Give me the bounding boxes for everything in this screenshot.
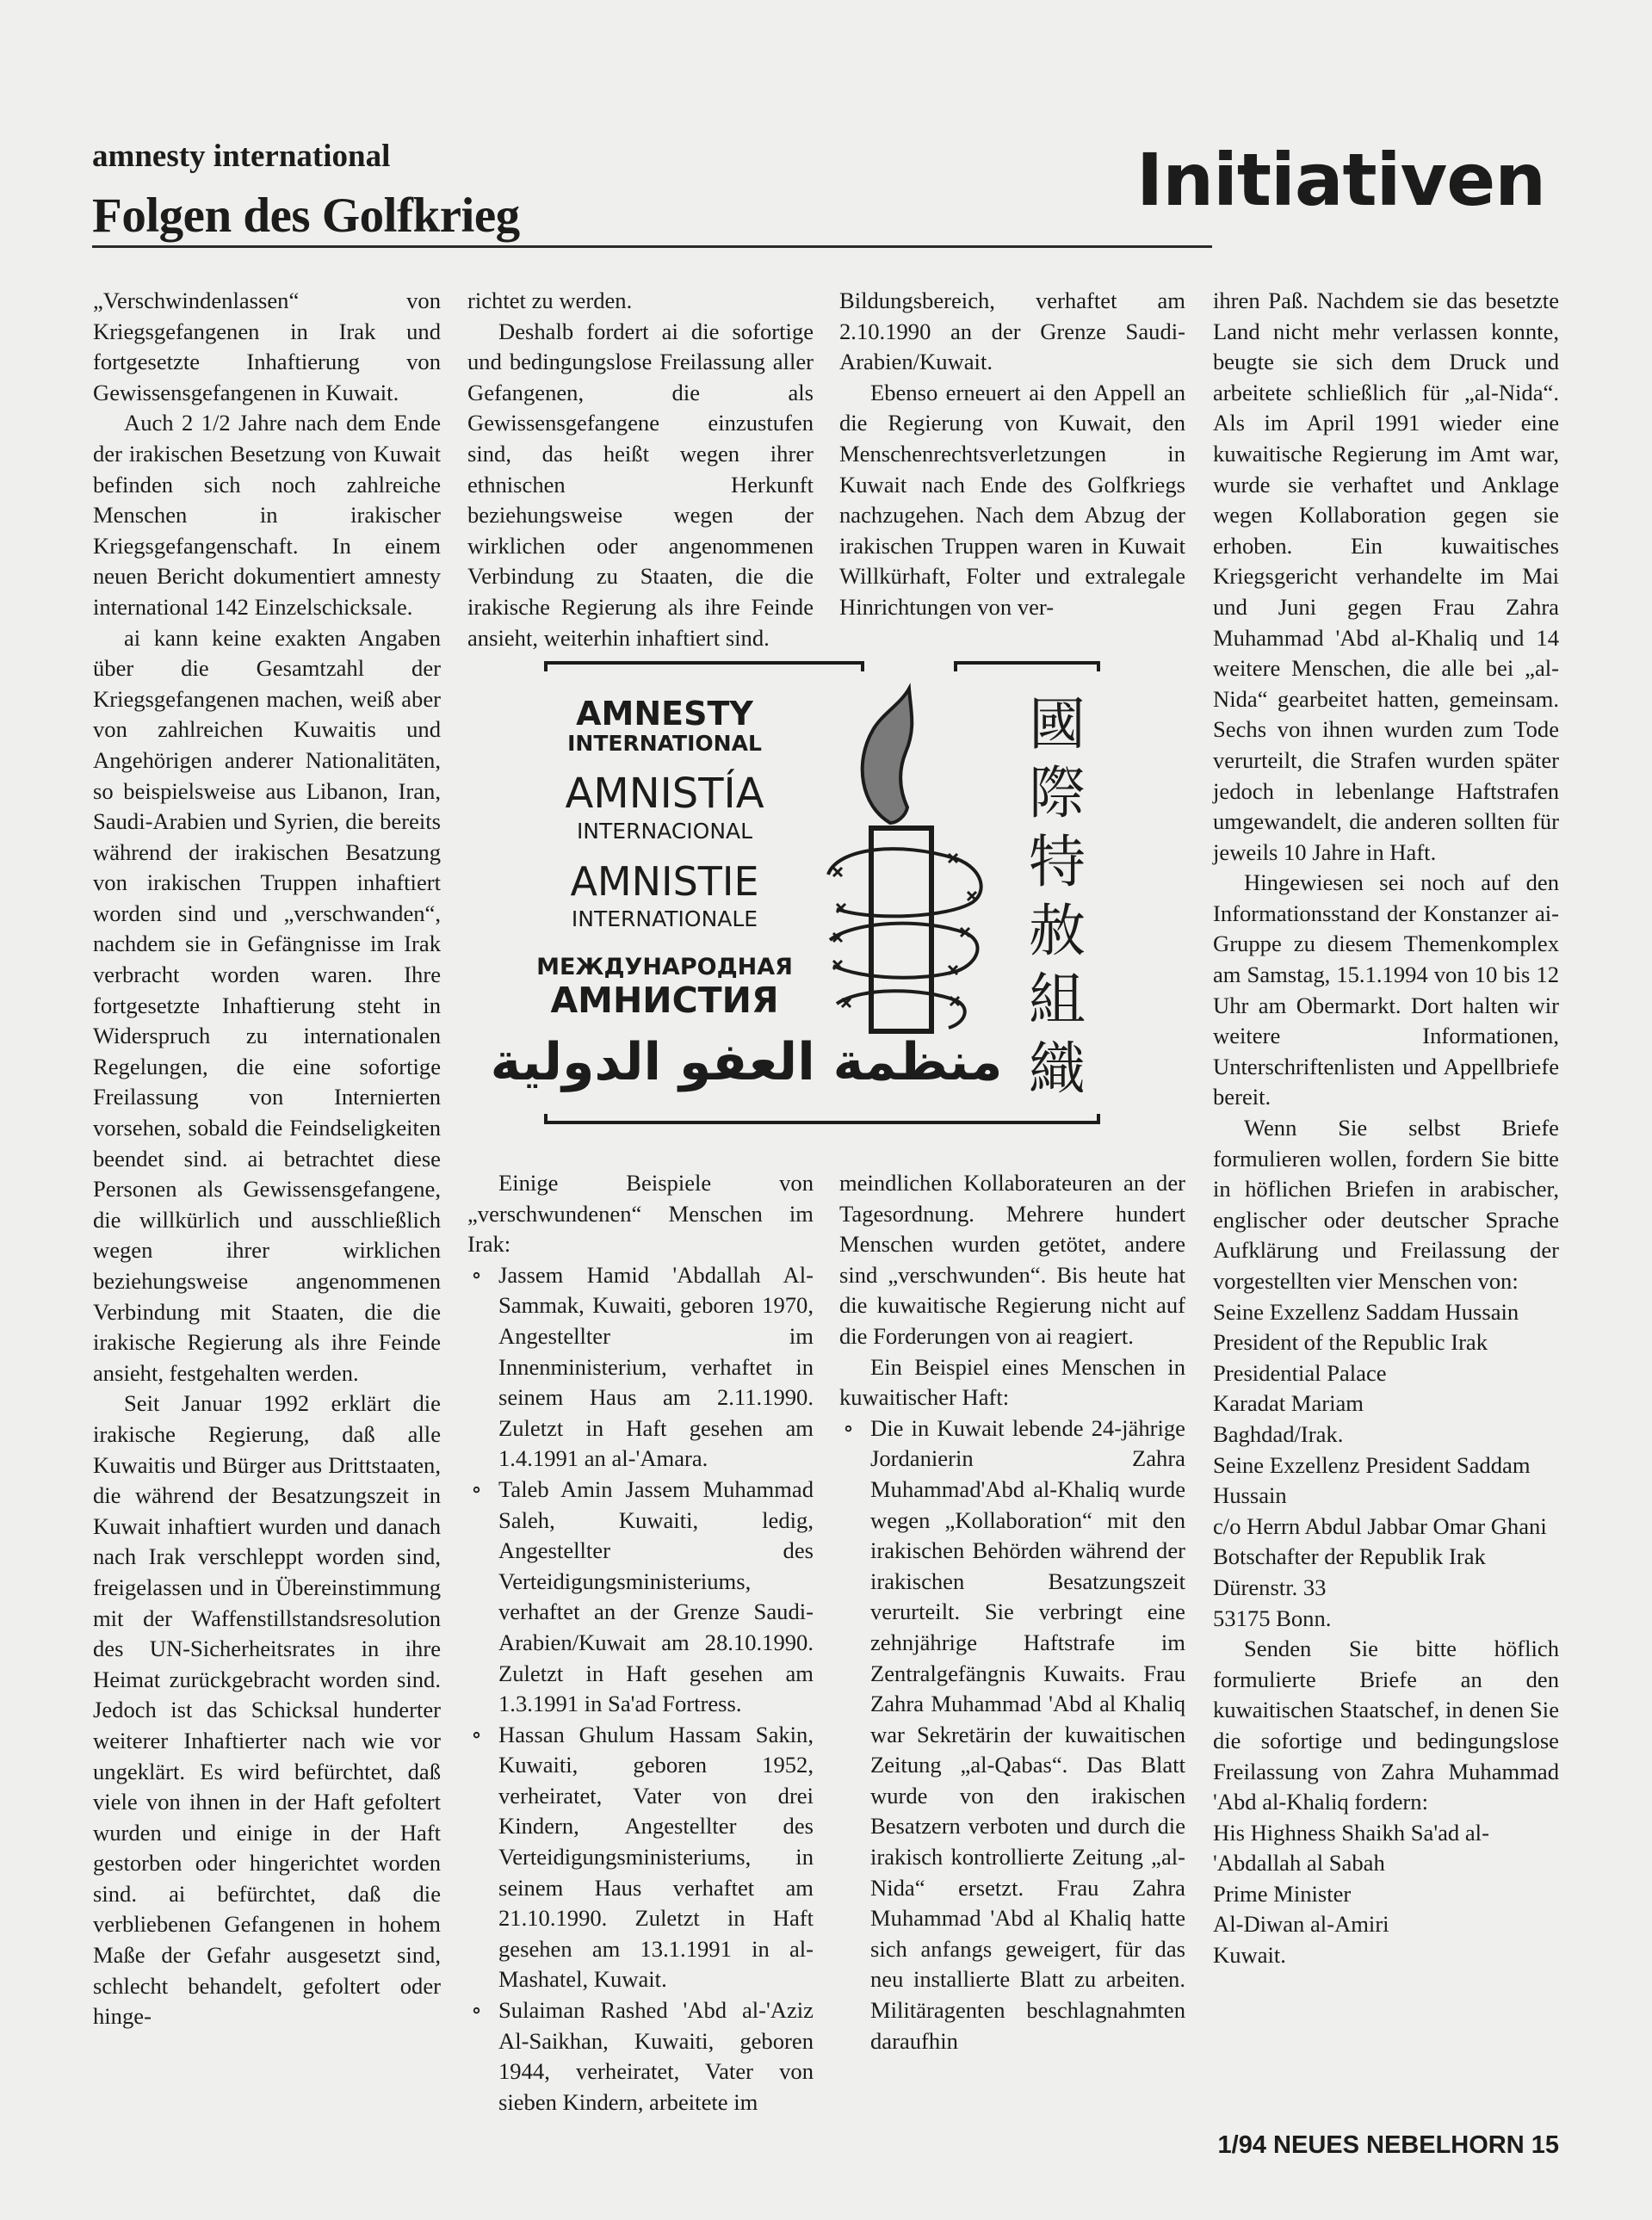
page-title: Folgen des Golfkrieg bbox=[92, 189, 520, 243]
list-item-text: Die in Kuwait lebende 24-jährige Jordanierin Zahra Muhammad'Abd al-Khaliq wurde wegen „Kollaboration“ mit den irakischen Behörden während der irakischen Besatzungszeit verurteilt. Sie verbringt eine zehnjährige Haftstrafe im Zentralgefängnis Kuwaits. Frau Zahra Muhammad 'Abd al Khaliq war Sekretärin der kuwaitischen Zeitung „al-Qabas“. Das Blatt wurde von den irakischen Besatzern verboten und durch die irakisch kontrollierte Zeitung „al-Nida“ ersetzt. Frau Zahra Muhammad 'Abd al Khaliq hatte sich anfangs geweigert, für das neu installierte Blatt zu arbeiten. Militäragenten beschlagnahmten daraufhin bbox=[870, 1414, 1185, 2054]
logo-line-amnistie: AMNISTIE bbox=[570, 858, 759, 905]
address-line: Prime Minister bbox=[1213, 1880, 1352, 1907]
address-line: Seine Exzellenz Saddam Hussain bbox=[1213, 1298, 1519, 1325]
paragraph: ai kann keine exakten Angaben über die Gesamtzahl der Kriegsgefangenen machen, weiß aber von zahlreichen Kuwaitis und Angehörigen anderer Nationalitäten, so beispielsweise aus Libanon, Iran, Saudi-Arabien und Syrien, die bereits während der irakischen Besatzung von irakischen Truppen inhaftiert worden sind und „verschwanden“, nachdem sie in Gefängnisse im Irak verbracht worden waren. Ihre fortgesetzte Inhaftierung steht in Widerspruch zu internationalen Regelungen, die eine sofortige Freilassung von Internierten vorsehen, sobald die Feindseligkeiten beendet sind. ai betrachtet diese Personen als Gewissensgefangene, die willkürlich und ausschließlich wegen ihrer wirklichen beziehungsweise angenommenen Verbindung mit Staaten, die die irakische Regierung als ihre Feinde ansieht, festgehalten werden. bbox=[93, 624, 441, 1386]
address-line: Presidential Palace bbox=[1213, 1359, 1387, 1386]
paragraph: Ein Beispiel eines Menschen in kuwaitischer Haft: bbox=[839, 1353, 1185, 1411]
logo-line-internacional: INTERNACIONAL bbox=[576, 819, 753, 844]
logo-chinese-char: 特 bbox=[1029, 829, 1086, 895]
disappeared-list bbox=[467, 1260, 814, 2118]
column-3-bottom bbox=[839, 1168, 1185, 2056]
logo-chinese-char: 赦 bbox=[1029, 898, 1086, 964]
address-line: Botschafter der Republik Irak bbox=[1213, 1543, 1486, 1570]
list-item-text: Taleb Amin Jassem Muhammad Saleh, Kuwaiti, ledig, Angestellter des Verteidigungsministeriums, verhaftet an der Grenze Saudi-Arabien/Kuwait am 28.10.1990. Zuletzt in Haft gesehen am 1.3.1991 in Sa'ad Fortress. bbox=[498, 1475, 814, 1717]
paragraph: meindlichen Kollaborateuren an der Tagesordnung. Mehrere hundert Menschen wurden getötet, andere sind „verschwunden“. Bis heute hat die kuwaitische Regierung nicht auf die Forderungen von ai reagiert. bbox=[839, 1170, 1185, 1349]
paragraph: Senden Sie bitte höflich formulierte Briefe an den kuwaitischen Staatschef, in denen Sie die sofortige und bedingungslose Freilassung von Zahra Muhammad 'Abd al-Khaliq fordern: bbox=[1213, 1636, 1559, 1815]
logo-chinese-char: 國 bbox=[1029, 691, 1086, 758]
bullet-icon: ∘ bbox=[471, 1721, 483, 1747]
paragraph: Hingewiesen sei noch auf den Informationsstand der Konstanzer ai-Gruppe zu diesem Themenkomplex am Samstag, 15.1.1994 von 10 bis 12 Uhr am Obermarkt. Dort halten wir weitere Informationen, Unterschriftenlisten und Appellbriefe bereit. bbox=[1213, 869, 1559, 1110]
bullet-icon: ∘ bbox=[471, 1475, 483, 1502]
column-2-top bbox=[467, 286, 814, 653]
list-item-text: Hassan Ghulum Hassam Sakin, Kuwaiti, geboren 1952, verheiratet, Vater von drei Kindern, Angestellter des Verteidigungsministeriums, in seinem Haus verhaftet am 21.10.1990. Zuletzt in Haft gesehen am 13.1.1991 in al-Mashatel, Kuwait. bbox=[498, 1721, 814, 1993]
address-line: Karadat Mariam bbox=[1213, 1390, 1364, 1417]
list-item bbox=[467, 1995, 814, 2118]
logo-line-amnistia: AMNISTÍA bbox=[565, 770, 764, 818]
paragraph: ihren Paß. Nachdem sie das besetzte Land nicht mehr verlassen konnte, beugte sie sich dem Druck und arbeitete schließlich für „al-Nida“. Als im April 1991 wieder eine kuwaitische Regierung im Amt war, wurde sie verhaftet und Anklage wegen Kollaboration gegen sie erhoben. Ein kuwaitisches Kriegsgericht verhandelte im Mai und Juni gegen Frau Zahra Muhammad 'Abd al-Khaliq und 14 weitere Menschen, die alle bei „al-Nida“ gearbeitet hatten, gemeinsam. Sechs von ihnen wurden zum Tode verurteilt, die Strafen wurden später jedoch in lebenlange Haftstrafen umgewandelt, die anderen sollten für jeweils 10 Jahre in Haft. bbox=[1213, 288, 1559, 865]
bullet-icon: ∘ bbox=[843, 1414, 855, 1441]
address-line: Seine Exzellenz President Saddam Hussain bbox=[1213, 1451, 1531, 1509]
list-item bbox=[467, 1260, 814, 1475]
address-line: His Highness Shaikh Sa'ad al-'Abdallah al Sabah bbox=[1213, 1819, 1489, 1877]
bullet-icon: ∘ bbox=[471, 1261, 483, 1288]
column-2-bottom bbox=[467, 1168, 814, 2118]
section-title: Initiativen bbox=[1136, 138, 1545, 222]
amnesty-logo bbox=[490, 659, 1100, 1129]
logo-arabic: منظمة العفو الدولية bbox=[490, 1032, 1003, 1092]
logo-chinese-char: 際 bbox=[1029, 760, 1086, 826]
address-line: Kuwait. bbox=[1213, 1942, 1286, 1969]
paragraph: Bildungsbereich, verhaftet am 2.10.1990 an der Grenze Saudi-Arabien/Kuwait. bbox=[839, 288, 1185, 375]
header-rule bbox=[92, 245, 1212, 248]
paragraph: Deshalb fordert ai die sofortige und bedingungslose Freilassung aller Gefangenen, die als Gewissensgefangene einzustufen sind, das heißt wegen ihrer ethnischen Herkunft beziehungsweise wegen der wirklichen oder angenommenen Verbindung zu Staaten, die die irakische Regierung als ihre Feinde ansieht, weiterhin inhaftiert sind. bbox=[467, 318, 814, 651]
bullet-icon: ∘ bbox=[471, 1997, 483, 2024]
logo-line-amnesty: AMNESTY bbox=[576, 695, 753, 733]
paragraph: Einige Beispiele von „verschwundenen“ Menschen im Irak: bbox=[467, 1170, 814, 1258]
logo-chinese-char: 組 bbox=[1029, 967, 1086, 1033]
page-footer: 1/94 NEUES NEBELHORN 15 bbox=[1217, 2131, 1559, 2159]
logo-line-mezhdunarodnaya: МЕЖДУНАРОДНАЯ bbox=[536, 954, 793, 980]
address-kuwait bbox=[1213, 1818, 1559, 1971]
logo-line-international: INTERNATIONAL bbox=[567, 731, 762, 756]
list-item bbox=[467, 1720, 814, 1995]
address-line: Al-Diwan al-Amiri bbox=[1213, 1911, 1389, 1938]
address-iraq-president bbox=[1213, 1297, 1559, 1450]
list-item bbox=[467, 1475, 814, 1720]
address-iraq-embassy bbox=[1213, 1450, 1559, 1635]
list-item-text: Jassem Hamid 'Abdallah Al-Sammak, Kuwaiti, geboren 1970, Angestellter im Innenministerium, verhaftet in seinem Haus am 2.11.1990. Zuletzt in Haft gesehen am 1.4.1991 an al-'Amara. bbox=[498, 1261, 814, 1472]
paragraph: richtet zu werden. bbox=[467, 288, 633, 313]
paragraph: „Verschwindenlassen“ von Kriegsgefangenen in Irak und fortgesetzte Inhaftierung von Gewissensgefangenen in Kuwait. bbox=[93, 288, 441, 405]
address-line: President of the Republic Irak bbox=[1213, 1329, 1488, 1356]
list-item-text: Sulaiman Rashed 'Abd al-'Aziz Al-Saikhan, Kuwaiti, geboren 1944, verheiratet, Vater von sieben Kindern, arbeitete im bbox=[498, 1997, 814, 2115]
column-1 bbox=[93, 286, 441, 2032]
paragraph: Auch 2 1/2 Jahre nach dem Ende der irakischen Besetzung von Kuwait befinden sich noch zahlreiche Menschen in irakischer Kriegsgefangenschaft. In einem neuen Bericht dokumentiert amnesty international 142 Einzelschicksale. bbox=[93, 410, 441, 620]
column-4 bbox=[1213, 286, 1559, 1971]
candle-icon bbox=[828, 689, 981, 1031]
paragraph: Wenn Sie selbst Briefe formulieren wollen, fordern Sie bitte in höflichen Briefen in arabischer, englischer oder deutscher Sprache Aufklärung und Freilassung der vorgestellten vier Menschen von: bbox=[1213, 1115, 1559, 1294]
address-line: 53175 Bonn. bbox=[1213, 1605, 1332, 1631]
list-item bbox=[839, 1413, 1185, 2056]
logo-chinese-char: 織 bbox=[1029, 1036, 1086, 1102]
address-line: Dürenstr. 33 bbox=[1213, 1574, 1327, 1600]
address-line: Baghdad/Irak. bbox=[1213, 1420, 1344, 1447]
address-line: c/o Herrn Abdul Jabbar Omar Ghani bbox=[1213, 1512, 1547, 1539]
paragraph: Seit Januar 1992 erklärt die irakische Regierung, daß alle Kuwaitis und Bürger aus Drittstaaten, die während der Besatzungszeit in Kuwait inhaftiert wurden und danach nach Irak verschleppt worden sind, freigelassen und in Übereinstimmung mit der Waffenstillstandsresolution des UN-Sicherheitsrates in ihre Heimat zurückgebracht worden sind. Jedoch ist das Schicksal hunderter weiterer Inhaftierter nach wie vor ungeklärt. Es wird befürchtet, daß viele von ihnen in der Haft gefoltert wurden und einige in der Haft gestorben oder hingerichtet worden sind. ai befürchtet, daß die verbliebenen Gefangenen in hohem Maße der Gefahr ausgesetzt sind, schlecht behandelt, gefoltert oder hinge- bbox=[93, 1390, 441, 2030]
logo-line-amnistiya: АМНИСТИЯ bbox=[550, 980, 779, 1021]
logo-line-internationale: INTERNATIONALE bbox=[571, 906, 758, 931]
paragraph: Ebenso erneuert ai den Appell an die Regierung von Kuwait, den Menschenrechtsverletzungen in Kuwait nach Ende des Golfkriegs nachzugehen. Nach dem Abzug der irakischen Truppen waren in Kuwait Willkürhaft, Folter und extralegale Hinrichtungen von ver- bbox=[839, 379, 1185, 620]
detained-list bbox=[839, 1413, 1185, 2056]
column-3-top bbox=[839, 286, 1185, 623]
header-organization: amnesty international bbox=[92, 139, 391, 174]
